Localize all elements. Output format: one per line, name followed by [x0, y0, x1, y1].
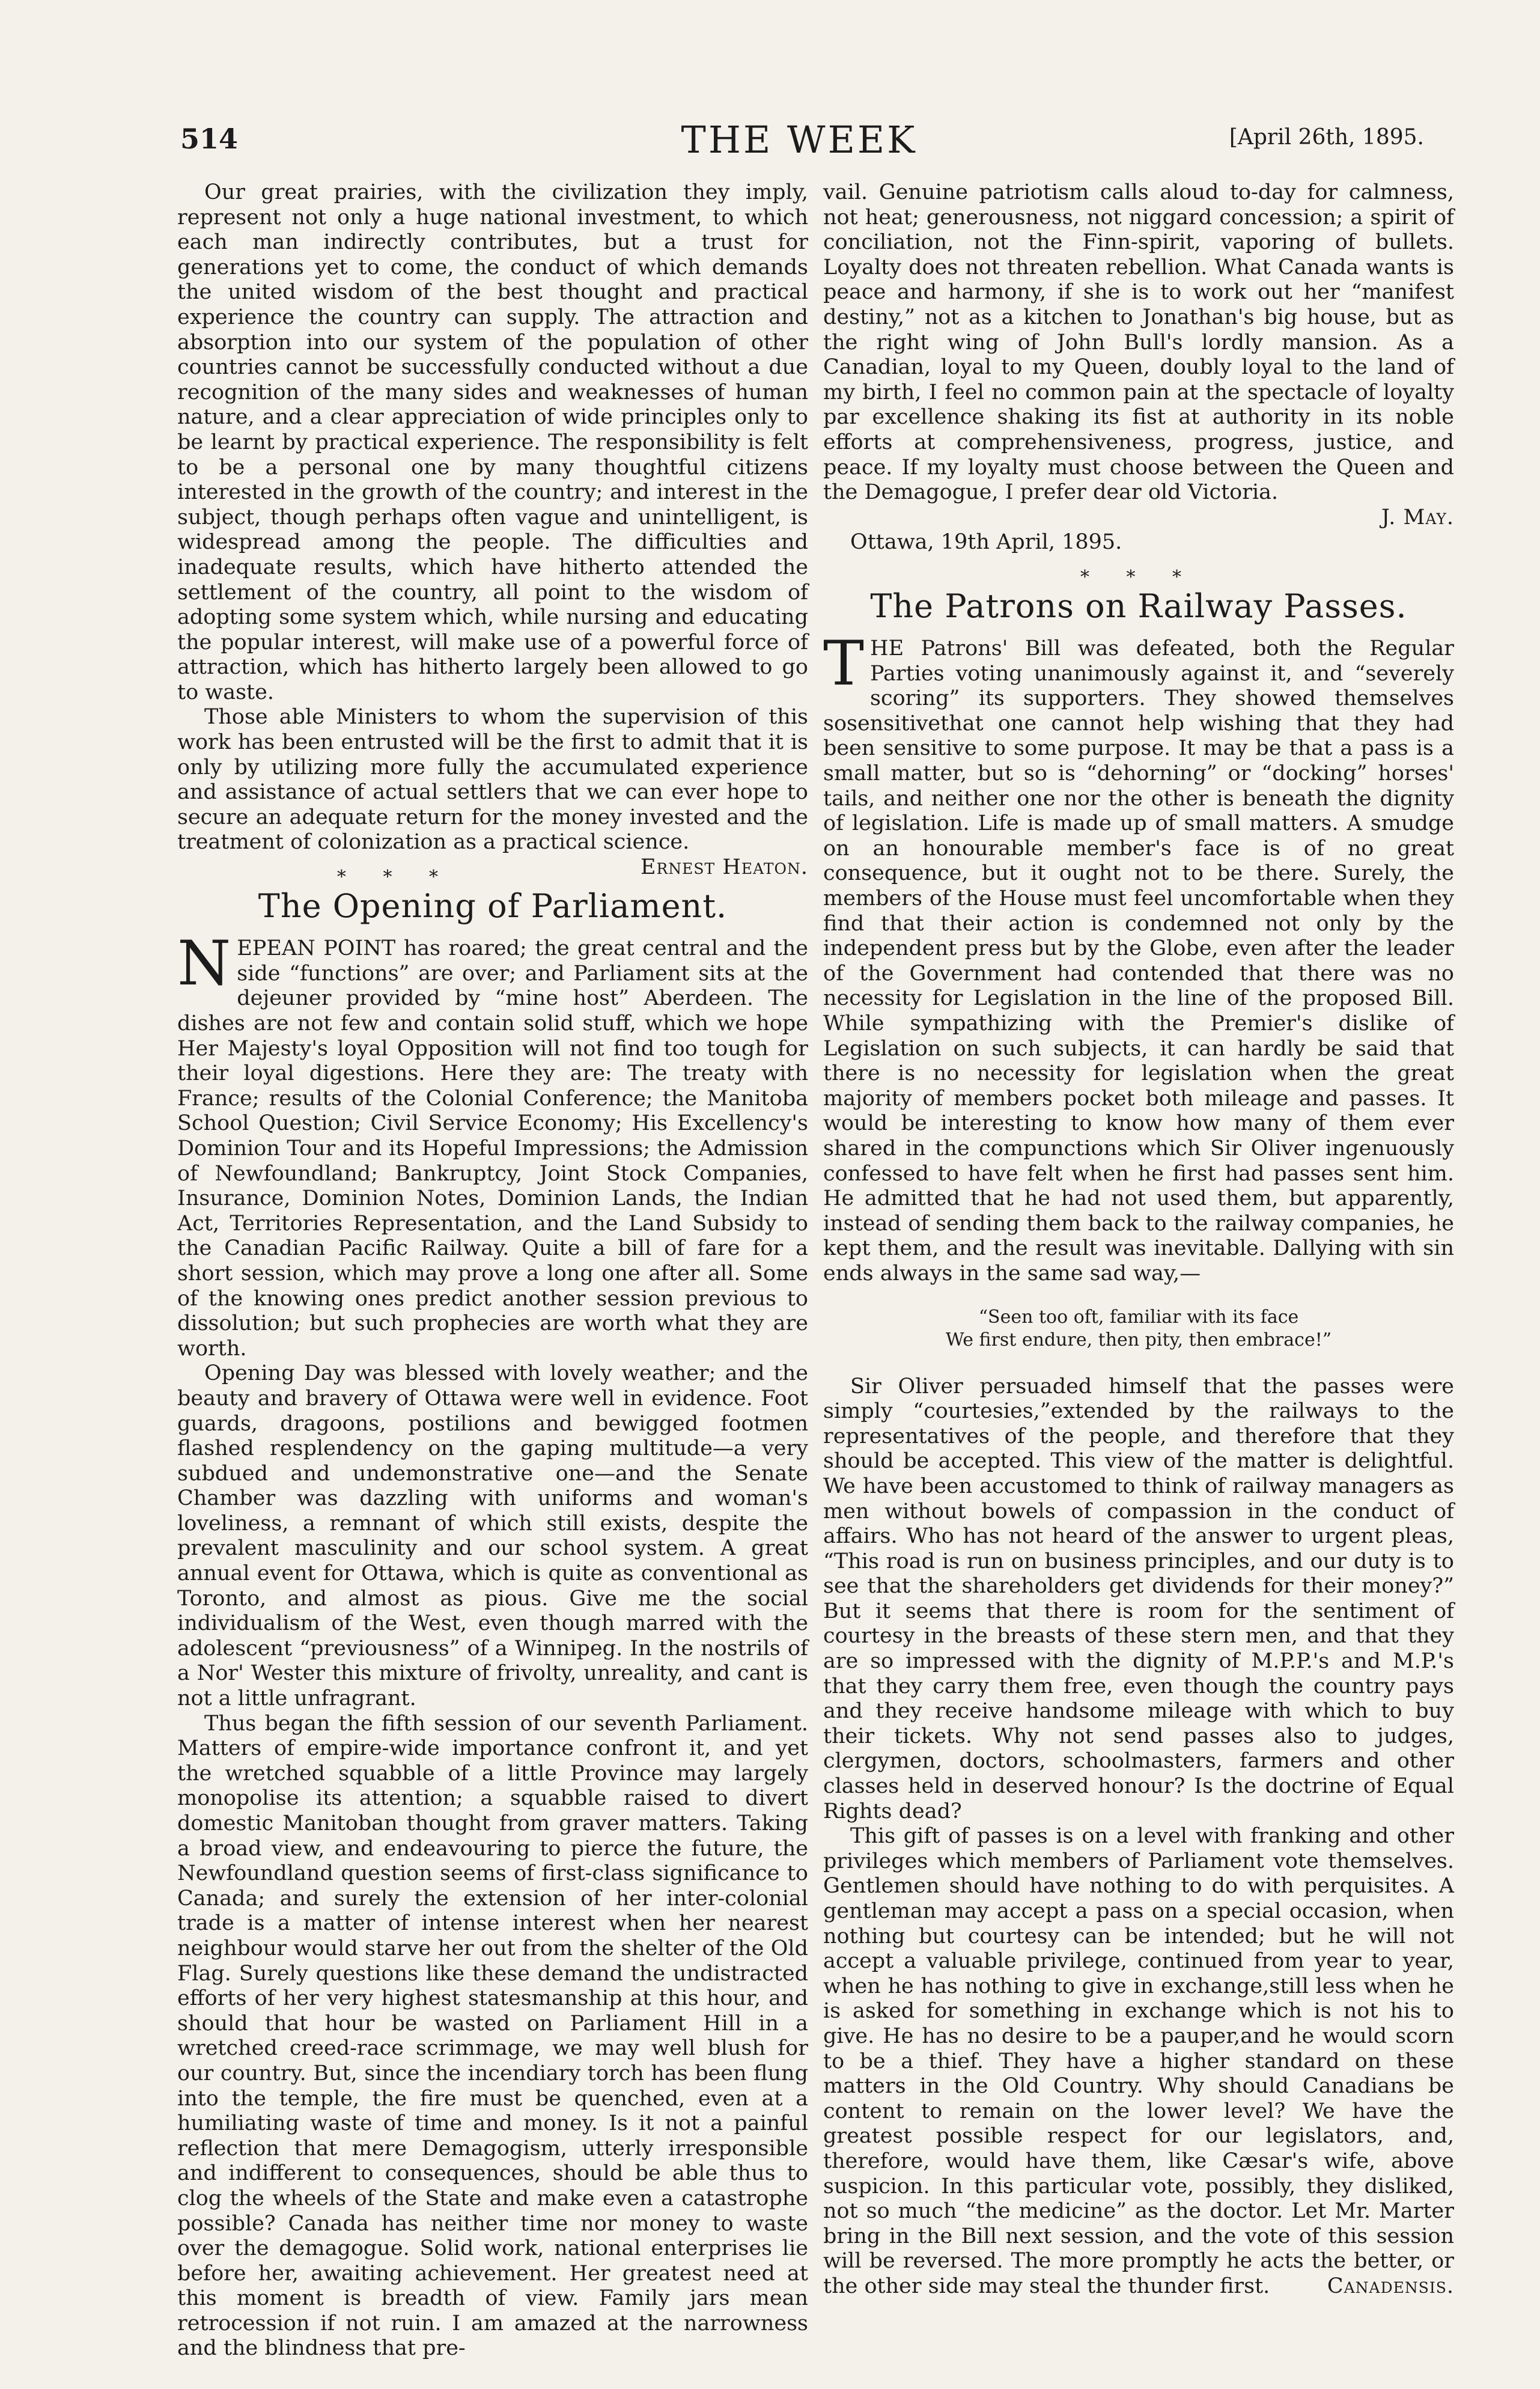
author-signature: Canadensis. [1327, 2274, 1454, 2298]
paragraph-text: Those able Ministers to whom the supervision of this work has been entrusted will be the first to admit that it is only by utilizing more fully the accumulated experience and assistance of actual settlers that we can ever hope to secure an adequate return for the money invested and the treatment of colonization as a practical science. [177, 705, 808, 855]
article-paragraph: vail. Genuine patriotism calls aloud to-day for calmness, not heat; generousness, not niggard concession; a spirit of conciliation, not the Finn-spirit, vaporing of bullets. Loyalty does not threaten rebellion. What Canada wants is peace and harmony, if she is to work out her “manifest destiny,” not as a kitchen to Jonathan's big house, but as the right wing of John Bull's lordly mansion. As a Canadian, loyal to my Queen, doubly loyal to the land of my birth, I feel no common pain at the spectacle of loyalty par excellence shaking its fist at authority in its noble efforts at comprehensiveness, progress, justice, and peace. If my loyalty must choose between the Queen and the Demagogue, I prefer dear old Victoria. [823, 180, 1454, 505]
page-number: 514 [180, 123, 239, 155]
article-paragraph: Sir Oliver persuaded himself that the passes were simply “courtesies,”extended by the railways to the representatives of the people, and therefore that they should be accepted. This view of the matter is delightful. We have been accustomed to think of railway managers as men without bowels of compassion in the conduct of affairs. Who has not heard of the answer to urgent pleas, “This road is run on business principles, and our duty is to see that the shareholders get dividends for their money?” But it seems that there is room for the sentiment of courtesy in the breasts of these stern men, and that they are so impressed with the dignity of M.P.P.'s and M.P.'s that they carry them free, even though the country pays and they receive handsome mileage with which to buy their tickets. Why not send passes also to judges, clergymen, doctors, schoolmasters, farmers and other classes held in deserved honour? Is the doctrine of Equal Rights dead? [823, 1374, 1454, 1823]
page-header [174, 118, 1424, 166]
quote-line: We first endure, then pity, then embrace!” [945, 1329, 1332, 1350]
article-heading: The Patrons on Railway Passes. [870, 587, 1407, 625]
lead-in: EPEAN POINT [237, 936, 396, 961]
article-paragraph: Our great prairies, with the civilization they imply, represent not only a huge national investment, to which each man indirectly contributes, but a trust for generations yet to come, the conduct of which demands the united wisdom of the best thought and practical experience the country can supply. The attraction and absorption into our system of the population of other countries cannot be successfully conducted without a due recognition of the many sides and weaknesses of human nature, and a clear appreciation of wide principles only to be learnt by practical experience. The responsibility is felt to be a personal one by many thoughtful citizens interested in the growth of the country; and interest in the subject, though perhaps often vague and unintelligent, is widespread among the people. The difficulties and inadequate results, which have hitherto attended the settlement of the country, all point to the wisdom of adopting some system which, while nursing and educating the popular interest, will make use of a powerful force of attraction, which has hitherto largely been allowed to go to waste. [177, 180, 808, 704]
article-paragraph [177, 928, 808, 1361]
author-signature: J. May. [1381, 505, 1454, 529]
article-paragraph [823, 628, 1454, 1286]
lead-in: HE [870, 636, 904, 661]
masthead-title: THE WEEK [681, 118, 918, 162]
dateline: Ottawa, 19th April, 1895. [850, 530, 1122, 555]
paragraph-text: This gift of passes is on a level with franking and other privileges which members of Parliament vote themselves. Gentlemen should have nothing to do with perquisites. A gentleman may accept a pass on a special occasion, when nothing but courtesy can be intended; but he will not accept a valuable privilege, continued from year to year, when he has nothing to give in exchange,still less when he is asked for something in exchange which is not his to give. He has no desire to be a pauper,and he would scorn to be a thief. They have a higher standard on these matters in the Old Country. Why should Canadians be content to remain on the lower level? We have the greatest possible respect for our legislators, and, therefore, would have them, like Cæsar's wife, above suspicion. In this particular vote, possibly, they disliked, not so much “the medicine” as the doctor. Let Mr. Marter bring in the Bill next session, and the vote of this session will be reversed. The more promptly he acts the better, or the other side may steal the thunder first. [823, 1824, 1454, 2298]
drop-cap: N [177, 928, 231, 1000]
left-column [177, 180, 808, 2361]
right-column [823, 180, 1454, 2299]
author-signature: Ernest Heaton. [640, 855, 808, 880]
paragraph-text: has roared; the great central and the side “functions” are over; and Parliament sits at the dejeuner provided by “mine host” Aberdeen. The dishes are not few and contain solid stuff, which we hope Her Majesty's loyal Opposition will not find too tough for their loyal digestions. Here they are: The treaty with France; results of the Colonial Conference; the Manitoba School Question; Civil Service Economy; His Excellency's Dominion Tour and its Hopeful Impressions; the Admission of Newfoundland; Bankruptcy, Joint Stock Companies, Insurance, Dominion Notes, Dominion Lands, the Indian Act, Territories Representation, and the Land Subsidy to the Canadian Pacific Railway. Quite a bill of fare for a short session, which may prove a long one after all. Some of the knowing ones predict another session previous to dissolution; but such prophecies are worth what they are worth. [177, 936, 808, 1361]
drop-cap: T [823, 628, 865, 700]
section-separator: * * * [336, 867, 454, 888]
paragraph-text: Patrons' Bill was defeated, both the Regular Parties voting unanimously against it, and “severely scoring” its supporters. They showed themselves sosensitivethat one cannot help wishing that they had been sensitive to some purpose. It may be that a pass is a small matter, but so is “dehorning” or “docking” horses' tails, and neither one nor the other is beneath the dignity of legislation. Life is made up of small matters. A smudge on an honourable member's face is of no great consequence, but it ought not to be there. Surely, the members of the House must feel uncomfortable when they find that their action is condemned not only by the independent press but by the Globe, even after the leader of the Government had contended that there was no necessity for Legislation in the line of the proposed Bill. While sympathizing with the Premier's dislike of Legislation on such subjects, it can hardly be said that there is no necessity for legislation when the great majority of members pocket both mileage and passes. It would be interesting to know how many of them ever shared in the compunctions which Sir Oliver ingenuously confessed to have felt when he first had passes sent him. He admitted that he had not used them, but apparently, instead of sending them back to the railway companies, he kept them, and the result was inevitable. Dallying with sin ends always in the same sad way,— [823, 636, 1454, 1286]
article-heading: The Opening of Parliament. [258, 886, 728, 925]
article-paragraph: Thus began the fifth session of our seventh Parliament. Matters of empire-wide importance confront it, and yet the wretched squabble of a little Province may largely monopolise its attention; a squabble raised to divert domestic Manitoban thought from graver matters. Taking a broad view, and endeavouring to pierce the future, the Newfoundland question seems of first-class significance to Canada; and surely the extension of her inter-colonial trade is a matter of intense interest when her nearest neighbour would starve her out from the shelter of the Old Flag. Surely questions like these demand the undistracted efforts of her very highest statesmanship at this hour, and should that hour be wasted on Parliament Hill in a wretched creed-race scrimmage, we may well blush for our country. But, since the incendiary torch has been flung into the temple, the fire must be quenched, even at a humiliating waste of time and money. Is it not a painful reflection that mere Demagogism, utterly irresponsible and indifferent to consequences, should be able thus to clog the wheels of the State and make even a catastrophe possible? Canada has neither time nor money to waste over the demagogue. Solid work, national enterprises lie before her, awaiting achievement. Her greatest need at this moment is breadth of view. Family jars mean retrocession if not ruin. I am amazed at the narrowness and the blindness that pre- [177, 1711, 808, 2361]
article-paragraph [823, 1824, 1454, 2299]
issue-date: [April 26th, 1895. [1229, 125, 1424, 150]
verse-quote [823, 1306, 1454, 1352]
section-separator: * * * [1080, 566, 1198, 588]
quote-line: “Seen too oft, familiar with its face [978, 1306, 1299, 1328]
article-paragraph [177, 705, 808, 880]
article-paragraph: Opening Day was blessed with lovely weather; and the beauty and bravery of Ottawa were well in evidence. Foot guards, dragoons, postilions and bewigged footmen flashed resplendency on the gaping multitude—a very subdued and undemonstrative one—and the Senate Chamber was dazzling with uniforms and woman's loveliness, a remnant of which still exists, despite the prevalent masculinity and our school system. A great annual event for Ottawa, which is quite as conventional as Toronto, and almost as pious. Give me the social individualism of the West, even though marred with the adolescent “previousness” of a Winnipeg. In the nostrils of a Nor' Wester this mixture of frivolty, unreality, and cant is not a little unfragrant. [177, 1361, 808, 1711]
